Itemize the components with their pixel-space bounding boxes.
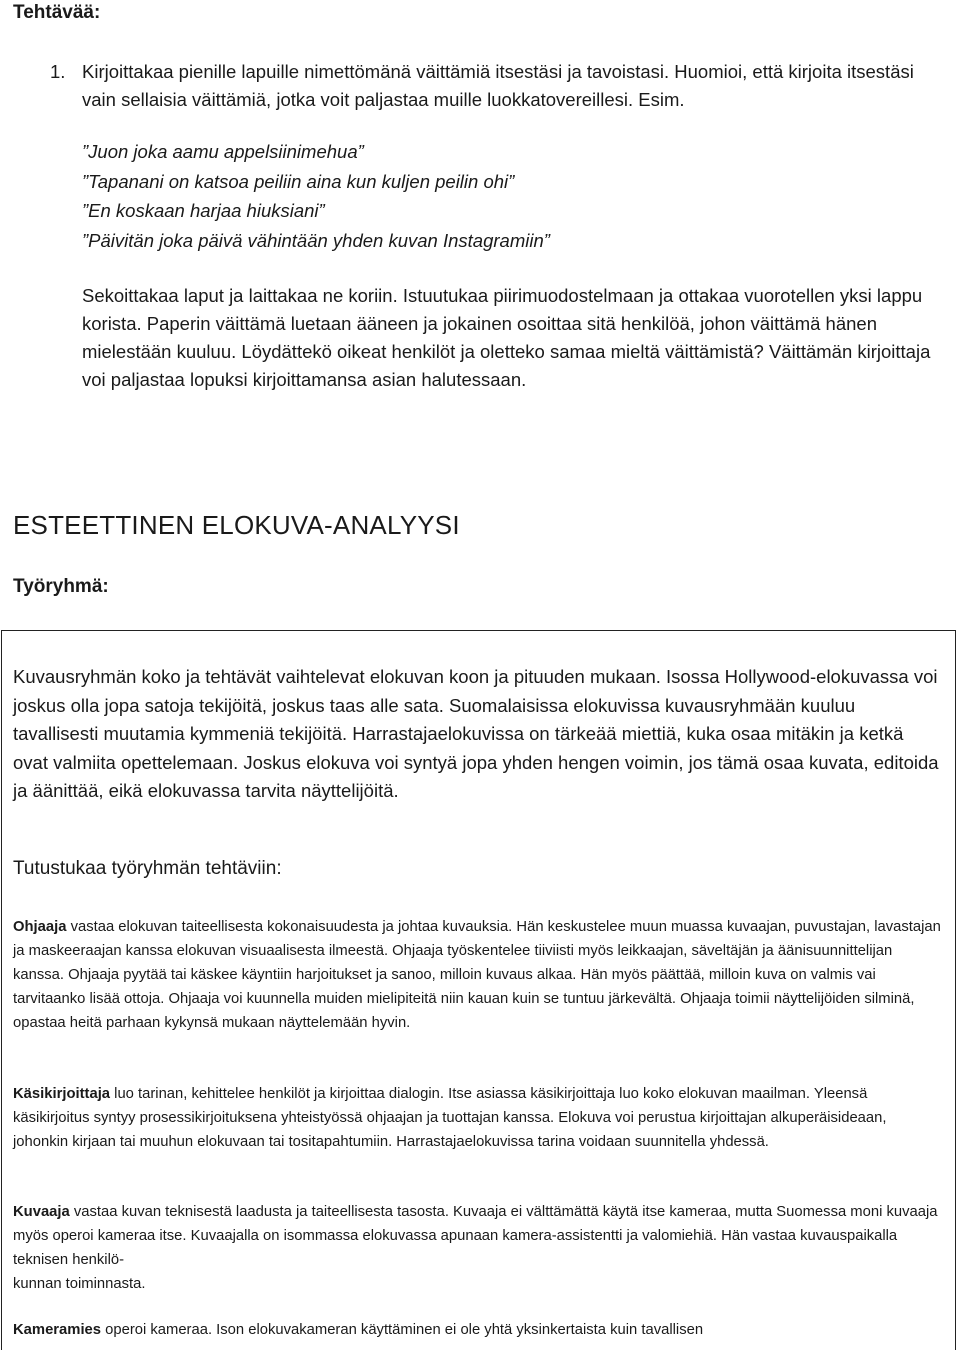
- role-description-end: kunnan toiminnasta.: [13, 1276, 146, 1292]
- roles-heading: Tutustukaa työryhmän tehtäviin:: [13, 858, 282, 879]
- task-item: [50, 58, 940, 114]
- example-statement: ”Päivitän joka päivä vähintään yhden kuvan Instagramiin”: [82, 229, 550, 251]
- role-description: vastaa kuvan teknisestä laadusta ja taiteellisesta tasosta. Kuvaaja ei välttämättä käytä itse kameraa, mutta Suomessa moni kuvaaja myös operoi kameraa itse. Kuvaajalla on isommassa elokuvassa apunaan kamera-assistentti ja valomiehiä. Hän vastaa kuvauspaikalla teknisen henkilö-: [13, 1204, 938, 1268]
- example-statement: ”En koskaan harjaa hiuksiani”: [82, 200, 325, 221]
- example-statement: ”Juon joka aamu appelsiinimehua”: [82, 141, 364, 162]
- role-name: Kameramies: [13, 1322, 102, 1338]
- intro-paragraph: Kuvausryhmän koko ja tehtävät vaihtelevat elokuvan koon ja pituuden mukaan. Isossa Hollywood-elokuvassa voi joskus olla jopa satoja tekijöitä, joskus taas alle sata. Suomalaisissa elokuvissa kuvausryhmään kuuluu tavallisesti muutamia kymmeniä tekijöitä. Harrastajaelokuvissa on tärkeää miettiä, kuka osaa mitäkin ja ketkä ovat valmiita opettelemaan. Joskus elokuva voi syntyä jopa yhden hengen voimin, jos tämä osaa kuvata, editoida ja äänittää, eikä elokuvassa tarvita näyttelijöitä.: [13, 666, 939, 801]
- task-instructions: Sekoittakaa laput ja laittakaa ne koriin. Istuutukaa piirimuodostelmaan ja ottakaa vuorotellen yksi lappu korista. Paperin väittämä luetaan ääneen ja jokainen osoittaa sitä henkilöä, johon väittämä hänen mielestään kuuluu. Löydättekö oikeat henkilöt ja oletteko samaa mieltä väittämistä? Väittämän kirjoittaja voi paljastaa lopuksi kirjoittamansa asian halutessaan.: [82, 285, 931, 390]
- role-kasikirjoittaja: [13, 1082, 945, 1154]
- analysis-title: ESTEETTINEN ELOKUVA-ANALYYSI: [13, 510, 460, 540]
- role-kameramies: [13, 1318, 945, 1342]
- role-name: Ohjaaja: [13, 919, 67, 935]
- task-paragraph: Kirjoittakaa pienille lapuille nimettömänä väittämiä itsestäsi ja tavoistasi. Huomioi, että kirjoita itsestäsi vain sellaisia väittämiä, jotka voit paljastaa muille luokkatovereillesi. Esim.: [82, 61, 914, 110]
- role-name: Käsikirjoittaja: [13, 1086, 111, 1102]
- example-statements: [82, 137, 550, 255]
- list-number: 1.: [50, 61, 66, 82]
- role-kuvaaja: [13, 1200, 945, 1296]
- example-statement: ”Tapanani on katsoa peiliin aina kun kuljen peilin ohi”: [82, 170, 515, 192]
- task-heading: Tehtävää:: [13, 2, 101, 23]
- analysis-subtitle: Työryhmä:: [13, 576, 109, 597]
- role-description: vastaa elokuvan taiteellisesta kokonaisuudesta ja johtaa kuvauksia. Hän keskustelee muun muassa kuvaajan, puvustajan, lavastajan ja maskeeraajan kanssa elokuvan visuaalisesta ilmeestä. Ohjaaja työskentelee tiiviisti myös leikkaajan, säveltäjän ja äänisuunnittelijan kanssa. Ohjaaja pyytää tai käskee käyntiin harjoitukset ja sanoo, milloin kuvaus alkaa. Hän myös päättää, milloin kuva on valmis vai tarvitaanko lisää ottoja. Ohjaaja voi kuunnella muiden mielipiteitä niin kauan kuin se tuntuu järkevältä. Ohjaaja toimii näyttelijöiden silminä, opastaa heitä parhaan kykynsä mukaan näyttelemään hyvin.: [13, 919, 941, 1031]
- role-description: luo tarinan, kehittelee henkilöt ja kirjoittaa dialogin. Itse asiassa käsikirjoittaja luo koko elokuvan maailman. Yleensä käsikirjoitus syntyy prosessikirjoituksena yhteistyössä ohjaajan ja tuottajan kanssa. Elokuva voi perustua kirjoittajan alkuperäisideaan, johonkin kirjaan tai muuhun elokuvaan tai tositapahtumiin. Harrastajaelokuvissa tarina voidaan suunnitella yhdessä.: [13, 1086, 887, 1150]
- role-description: operoi kameraa. Ison elokuvakameran käyttäminen ei ole yhtä yksinkertaista kuin tavallisen: [101, 1322, 704, 1338]
- role-ohjaaja: [13, 915, 945, 1035]
- role-name: Kuvaaja: [13, 1204, 70, 1220]
